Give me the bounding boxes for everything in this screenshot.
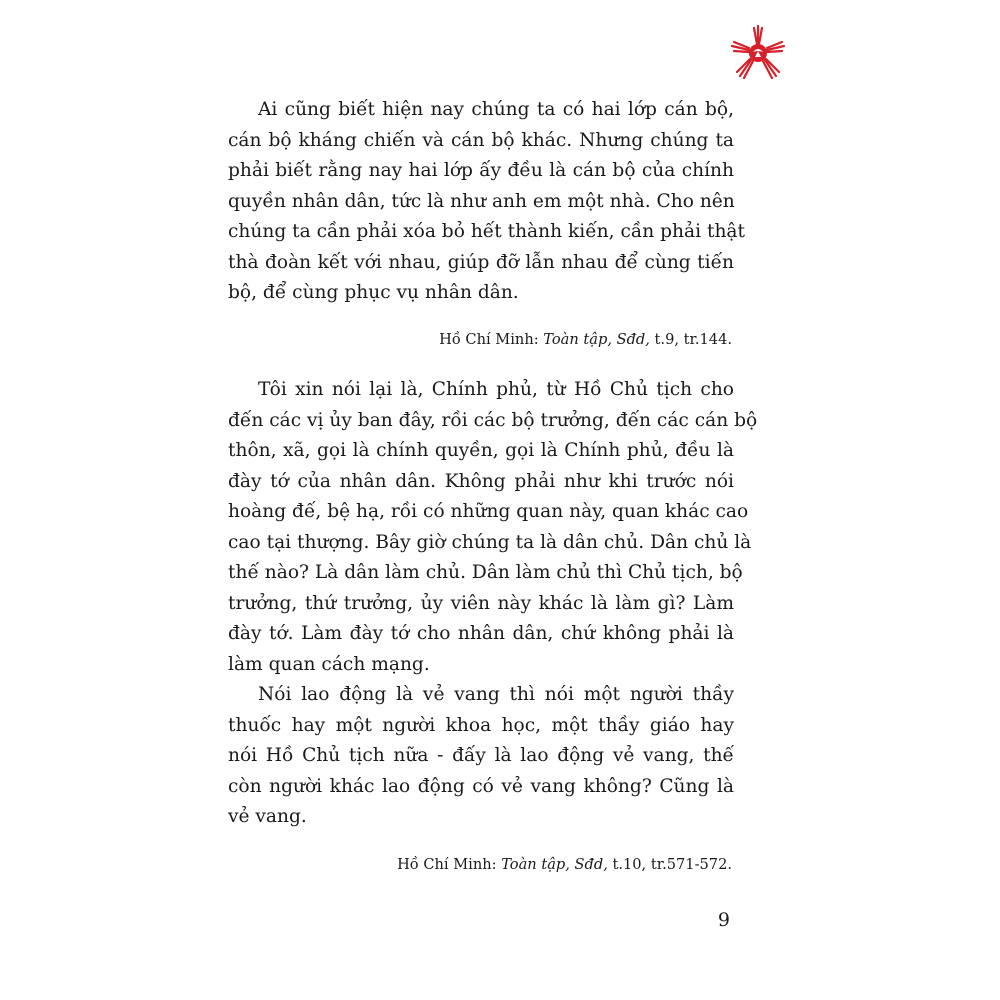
text-line: Nói lao động là vẻ vang thì nói một người thầy <box>258 684 734 705</box>
citation-2 <box>397 856 732 873</box>
text-line: đày tớ. Làm đày tớ cho nhân dân, chứ không phải là <box>228 623 734 644</box>
quote-2-paragraph-1 <box>228 375 758 680</box>
text-line: thuốc hay một người khoa học, một thầy giáo hay <box>228 714 734 736</box>
text-line: trưởng, thứ trưởng, ủy viên này khác là làm gì? Làm <box>228 592 734 614</box>
red-star-emblem-icon <box>728 22 788 82</box>
quote-block-1 <box>228 95 745 309</box>
text-line: chúng ta cần phải xóa bỏ hết thành kiến, cần phải thật <box>228 221 745 242</box>
citation-author: Hồ Chí Minh: <box>397 856 502 873</box>
text-line: bộ, để cùng phục vụ nhân dân. <box>228 282 519 303</box>
text-line: thôn, xã, gọi là chính quyền, gọi là Chính phủ, đều là <box>228 440 734 461</box>
text-line: quyền nhân dân, tức là như anh em một nhà. Cho nên <box>228 190 735 212</box>
text-line: còn người khác lao động có vẻ vang không? Cũng là <box>228 775 734 797</box>
text-line: hoàng đế, bệ hạ, rồi có những quan này, quan khác cao <box>228 501 749 522</box>
text-line: nói Hồ Chủ tịch nữa - đấy là lao động vẻ vang, thế <box>228 745 734 766</box>
citation-reference: t.9, tr.144. <box>649 331 732 348</box>
citation-reference: t.10, tr.571-572. <box>607 856 732 873</box>
citation-title: Toàn tập, Sđd, <box>543 331 650 348</box>
page-number: 9 <box>717 909 730 931</box>
text-line: thế nào? Là dân làm chủ. Dân làm chủ thì Chủ tịch, bộ <box>228 562 743 583</box>
quote-block-2 <box>228 375 758 833</box>
text-line: Ai cũng biết hiện nay chúng ta có hai lớp cán bộ, <box>258 99 734 120</box>
text-line: vẻ vang. <box>228 806 307 827</box>
text-line: thà đoàn kết với nhau, giúp đỡ lẫn nhau để cùng tiến <box>228 251 734 273</box>
quote-1-paragraph <box>228 95 745 309</box>
publisher-logo <box>728 22 788 82</box>
citation-1 <box>439 331 732 348</box>
citation-title: Toàn tập, Sđd, <box>501 856 608 873</box>
text-line: Tôi xin nói lại là, Chính phủ, từ Hồ Chủ tịch cho <box>258 379 734 400</box>
quote-2-paragraph-2 <box>228 680 734 833</box>
text-line: làm quan cách mạng. <box>228 653 430 675</box>
text-line: đến các vị ủy ban đây, rồi các bộ trưởng, đến các cán bộ <box>228 409 758 431</box>
citation-author: Hồ Chí Minh: <box>439 331 544 348</box>
text-line: đày tớ của nhân dân. Không phải như khi trước nói <box>228 470 734 492</box>
text-line: phải biết rằng nay hai lớp ấy đều là cán bộ của chính <box>228 160 734 181</box>
text-line: cán bộ kháng chiến và cán bộ khác. Nhưng chúng ta <box>228 129 734 151</box>
text-line: cao tại thượng. Bây giờ chúng ta là dân chủ. Dân chủ là <box>228 531 752 553</box>
